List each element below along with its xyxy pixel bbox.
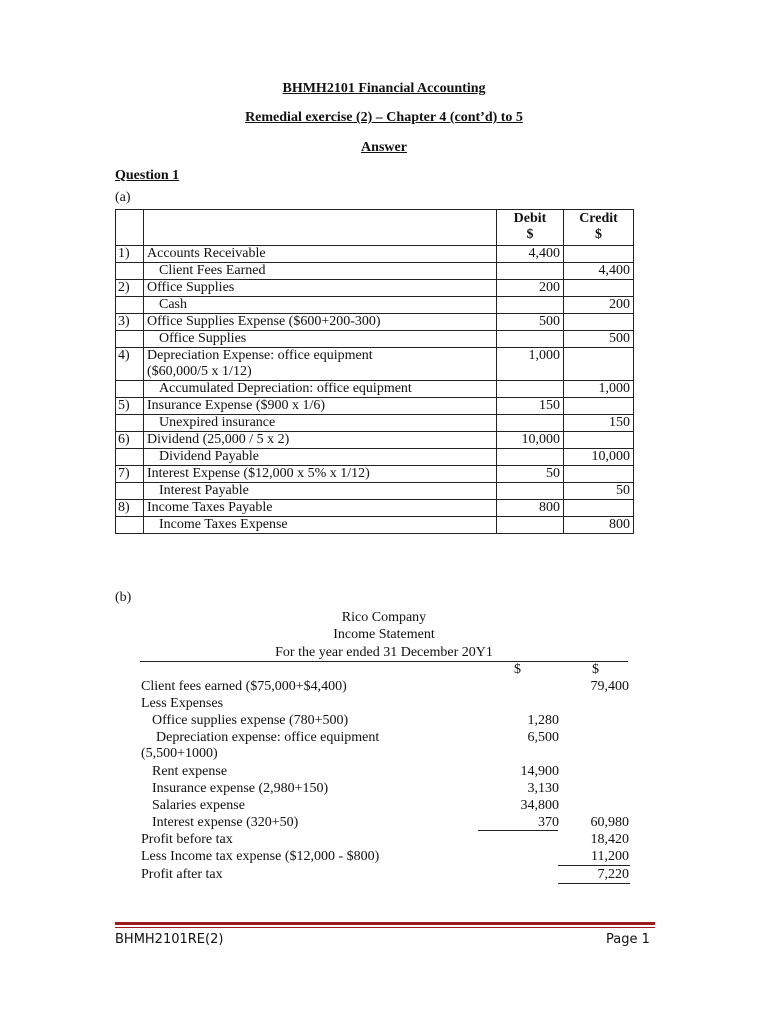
footer-rule-thin: [115, 927, 655, 928]
part-b-label: (b): [115, 590, 132, 605]
answer-heading: Answer: [361, 140, 407, 155]
journal-row: Cash 200: [116, 297, 634, 314]
journal-row: Dividend Payable 10,000: [116, 449, 634, 466]
company-name: Rico Company: [341, 610, 427, 625]
expense-row: Office supplies expense (780+500) 1,280: [152, 713, 559, 728]
footer-page-number: Page 1: [606, 932, 650, 947]
journal-row: Interest Payable 50: [116, 483, 634, 500]
journal-row: 7) Interest Expense ($12,000 x 5% x 1/12) 50: [116, 466, 634, 483]
journal-row: Accumulated Depreciation: office equipment 1,000: [116, 381, 634, 398]
profit-before-tax-row: Profit before tax 18,420: [141, 832, 629, 847]
journal-header-row: [116, 210, 634, 246]
footer-doc-code: BHMH2101RE(2): [115, 932, 224, 947]
total-expenses: 60,980: [590, 815, 629, 830]
part-a-label: (a): [115, 190, 131, 205]
expense-row: Interest expense (320+50) 370 60,980: [152, 815, 629, 830]
expense-row: Depreciation expense: office equipment 6,500: [156, 730, 559, 745]
statement-title: Income Statement: [333, 627, 435, 642]
credit-header: Credit $: [564, 210, 634, 246]
statement-period: For the year ended 31 December 20Y1: [275, 645, 493, 660]
journal-row: Unexpired insurance 150: [116, 415, 634, 432]
expense-row: Salaries expense 34,800: [152, 798, 559, 813]
journal-row: Office Supplies 500: [116, 331, 634, 348]
course-title: BHMH2101 Financial Accounting: [282, 81, 486, 96]
journal-row: 2) Office Supplies 200: [116, 280, 634, 297]
debit-header: Debit $: [497, 210, 564, 246]
final-total-rule: [558, 883, 630, 884]
revenue-row: Client fees earned ($75,000+$4,400) 79,400: [141, 679, 629, 694]
journal-row: 3) Office Supplies Expense ($600+200-300) 500: [116, 314, 634, 331]
expense-row: (5,500+1000): [141, 746, 218, 761]
expense-row: Rent expense 14,900: [152, 764, 559, 779]
journal-row: 4) Depreciation Expense: office equipment ($60,000/5 x 1/12) 1,000: [116, 348, 634, 381]
journal-row: 8) Income Taxes Payable 800: [116, 500, 634, 517]
profit-after-tax-row: Profit after tax 7,220: [141, 867, 629, 882]
journal-row: Client Fees Earned 4,400: [116, 263, 634, 280]
journal-row: 6) Dividend (25,000 / 5 x 2) 10,000: [116, 432, 634, 449]
journal-row: 5) Insurance Expense ($900 x 1/6) 150: [116, 398, 634, 415]
journal-row: Income Taxes Expense 800: [116, 517, 634, 534]
exercise-title: Remedial exercise (2) – Chapter 4 (cont’d) to 5: [245, 110, 523, 125]
less-expenses-row: Less Expenses: [141, 696, 224, 711]
expense-row: Insurance expense (2,980+150) 3,130: [152, 781, 559, 796]
income-tax-row: Less Income tax expense ($12,000 - $800) 11,200: [141, 849, 629, 864]
question-1-title: Question 1: [115, 168, 180, 183]
journal-entries-table: [115, 209, 634, 534]
journal-row: 1) Accounts Receivable 4,400: [116, 246, 634, 263]
unit-row: $ $: [514, 662, 599, 677]
footer-rule-thick: [115, 922, 655, 925]
